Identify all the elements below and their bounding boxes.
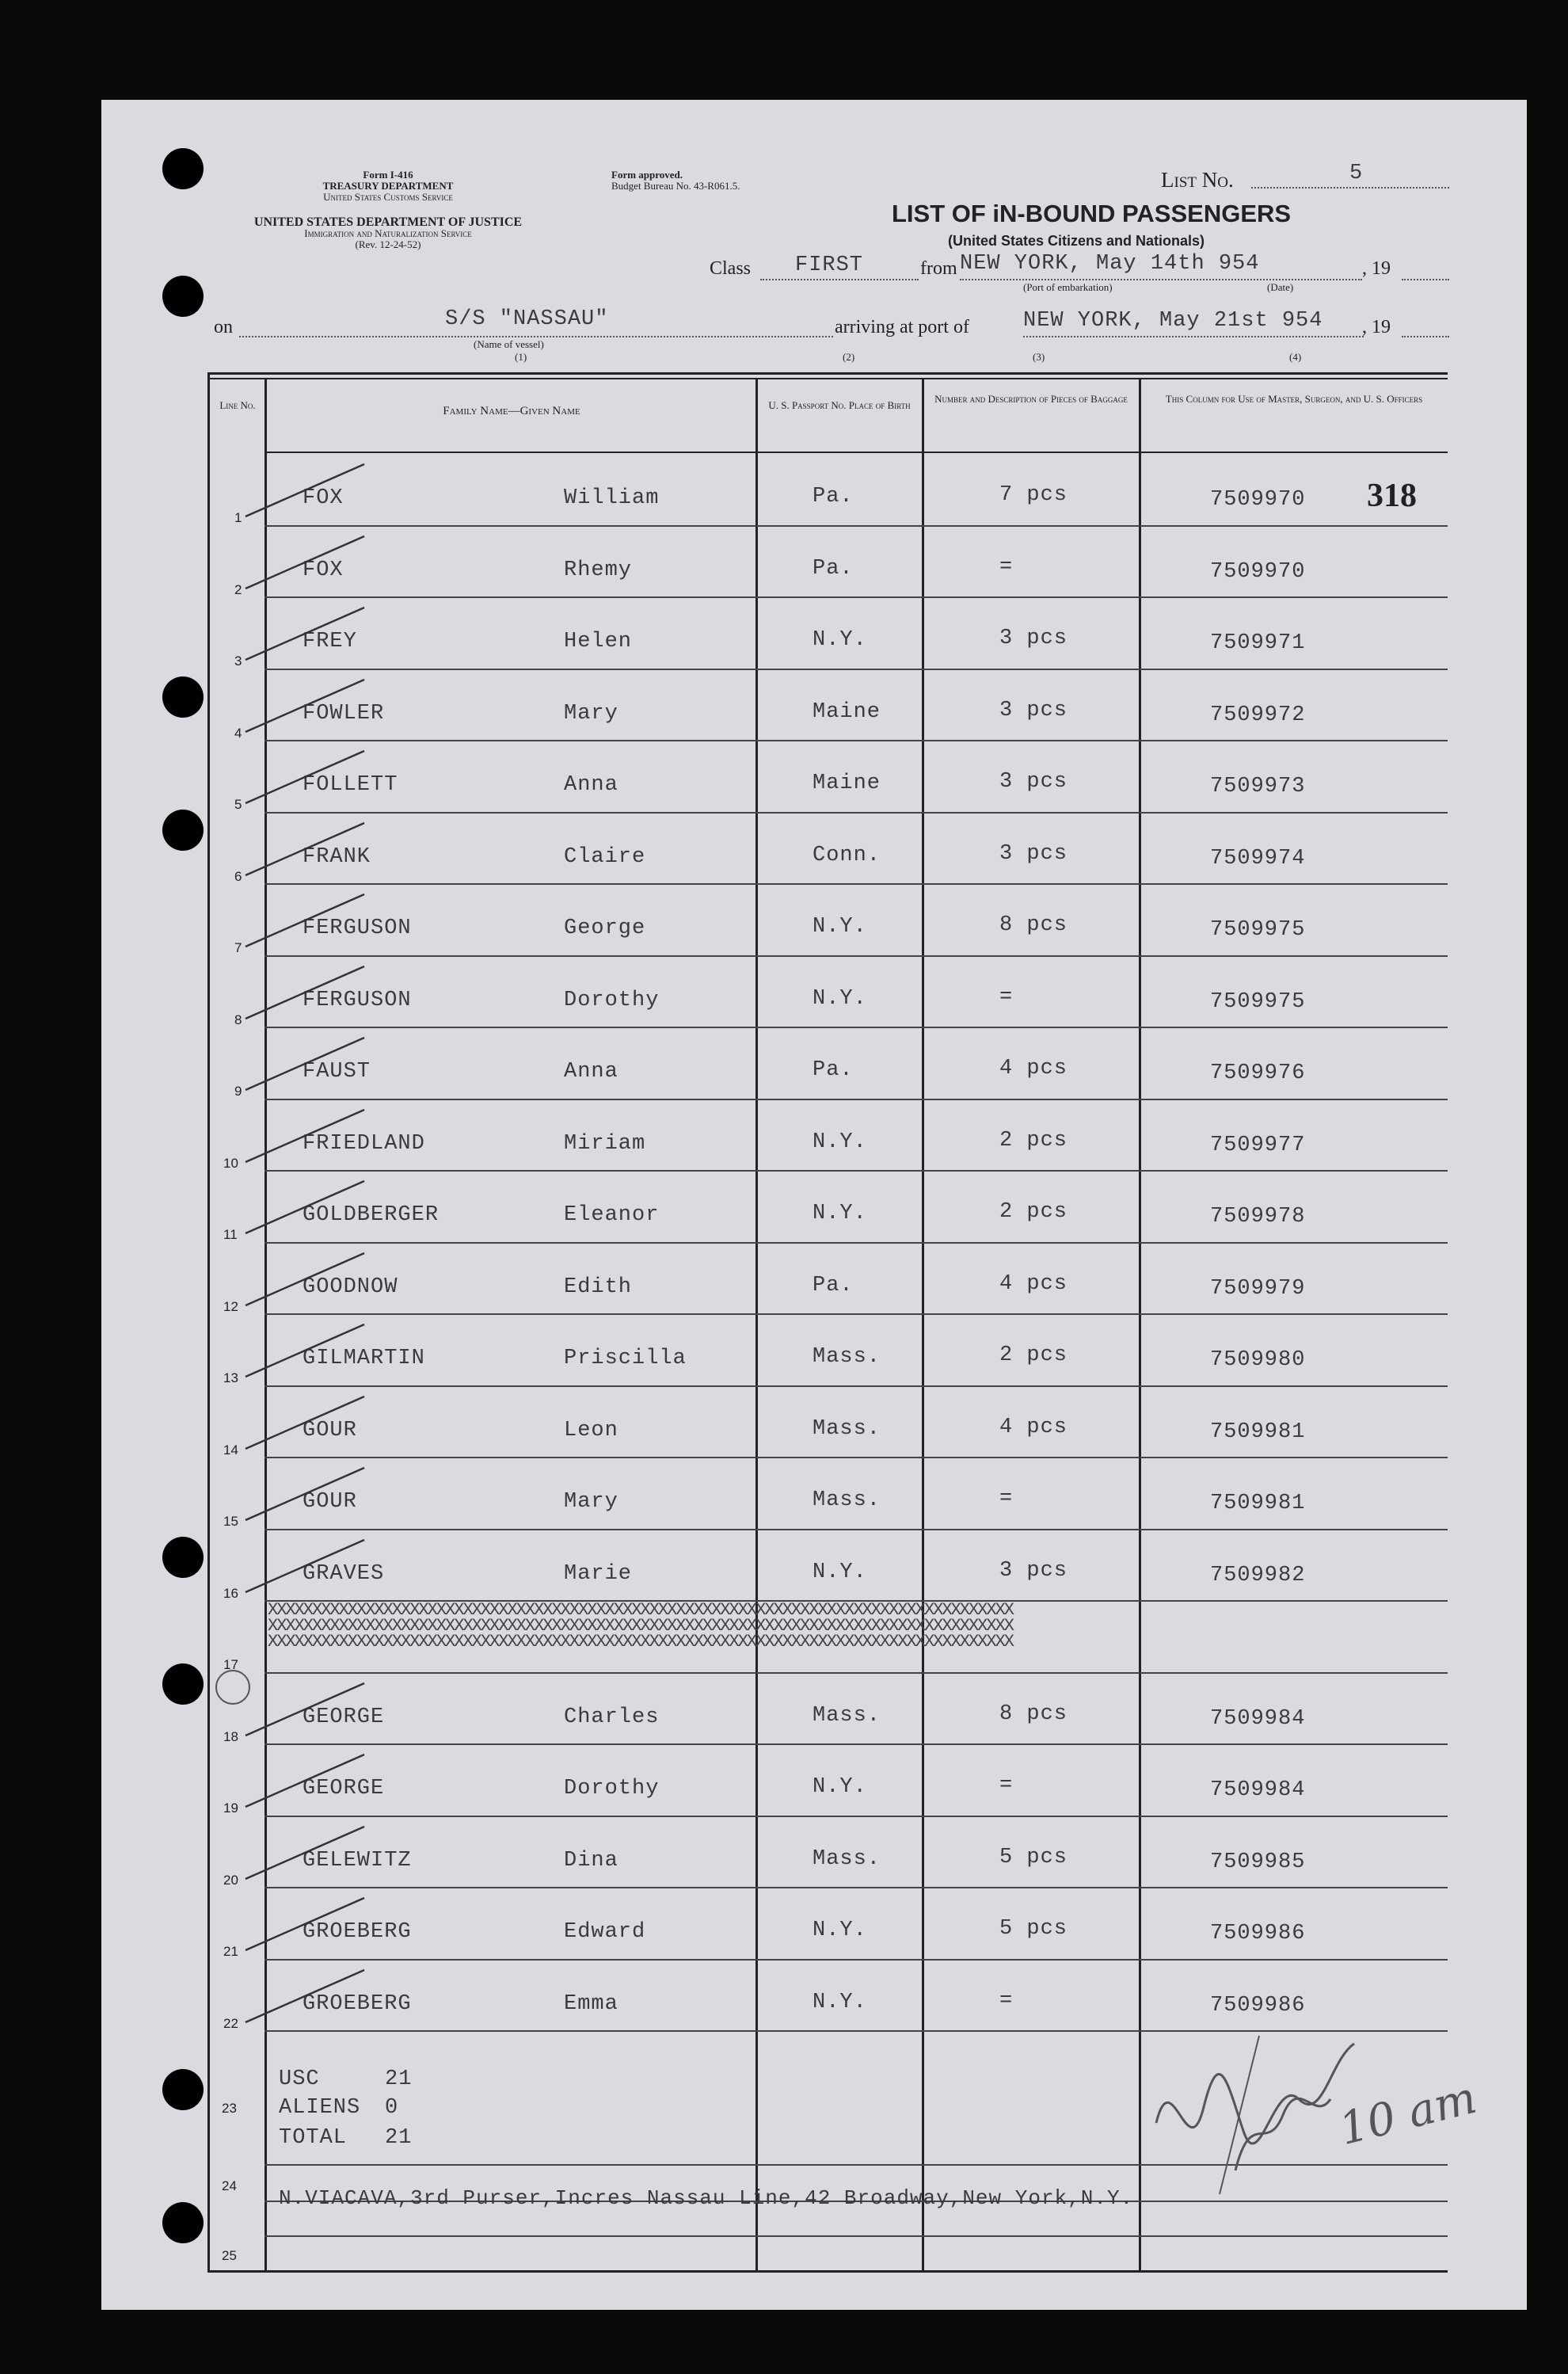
baggage: 3 pcs (999, 841, 1068, 866)
given-name: William (564, 486, 660, 510)
line-number: 8 (234, 1012, 242, 1027)
form-number: Form I-416 (363, 169, 413, 181)
check-tick-mark (238, 1244, 396, 1315)
check-tick-mark (238, 957, 396, 1028)
line-number: 16 (223, 1585, 238, 1601)
family-name: GOLDBERGER (303, 1203, 440, 1227)
table-bottom-rule (207, 2270, 1448, 2273)
place-of-birth: N.Y. (813, 1990, 867, 2014)
check-tick-mark (238, 527, 396, 598)
baggage: 4 pcs (999, 1057, 1068, 1080)
baggage: 4 pcs (999, 1415, 1068, 1439)
check-tick-mark (238, 1315, 396, 1386)
vessel-name: S/S "NASSAU" (445, 307, 609, 331)
check-tick-mark (238, 1888, 396, 1960)
place-of-birth: N.Y. (813, 986, 867, 1011)
check-tick-mark (238, 1745, 396, 1816)
place-of-birth: N.Y. (813, 1130, 867, 1154)
from-label: from (920, 258, 957, 279)
row-rule (265, 1959, 1448, 1961)
usc-count: 21 (385, 2067, 413, 2091)
total-count: 21 (385, 2126, 413, 2150)
arriving-label: arriving at port of (835, 317, 969, 337)
officer-number: 7509977 (1210, 1133, 1306, 1157)
officer-number: 7509972 (1210, 703, 1306, 727)
baggage: = (999, 554, 1014, 579)
line-number: 11 (223, 1227, 238, 1242)
col-ref-4: (4) (1289, 351, 1302, 363)
officer-number: 7509975 (1210, 918, 1306, 942)
family-name: GROEBERG (303, 1991, 412, 2016)
col-ref-3: (3) (1033, 351, 1045, 363)
baggage: 2 pcs (999, 1343, 1068, 1367)
baggage: 2 pcs (999, 1200, 1068, 1224)
row-rule (265, 1313, 1448, 1315)
officer-number: 7509970 (1210, 488, 1306, 512)
baggage: 3 pcs (999, 698, 1068, 722)
baggage: 8 pcs (999, 913, 1068, 937)
family-name: GROEBERG (303, 1920, 412, 1944)
place-of-birth: N.Y. (813, 1560, 867, 1584)
row-rule (265, 955, 1448, 957)
family-name: FOWLER (303, 701, 385, 726)
officer-number: 7509984 (1210, 1706, 1306, 1731)
family-name: FAUST (303, 1060, 371, 1084)
baggage: 7 pcs (999, 483, 1068, 507)
officer-number: 7509980 (1210, 1348, 1306, 1372)
row-rule (265, 596, 1448, 598)
row-rule (265, 525, 1448, 527)
line-number: 22 (223, 2015, 238, 2031)
form-revision: (Rev. 12-24-52) (355, 238, 421, 250)
given-name: George (564, 916, 646, 940)
check-tick-mark (238, 1674, 396, 1745)
place-of-birth: Mass. (813, 1416, 881, 1441)
line-number: 15 (223, 1514, 238, 1529)
given-name: Emma (564, 1991, 618, 2016)
row-rule (265, 1672, 1448, 1674)
punch-hole (162, 2202, 204, 2243)
on-label: on (214, 317, 233, 337)
line-number: 20 (223, 1872, 238, 1888)
dept-treasury-sub: United States Customs Service (323, 191, 453, 203)
table-left-rule (207, 372, 210, 2272)
line-number: 3 (234, 654, 242, 669)
check-tick-mark (238, 1387, 396, 1458)
check-tick-mark (238, 1961, 396, 2032)
place-of-birth: N.Y. (813, 915, 867, 939)
check-tick-mark (238, 455, 396, 526)
baggage: 5 pcs (999, 1917, 1068, 1941)
punch-hole (162, 276, 204, 317)
baggage: 3 pcs (999, 770, 1068, 794)
usc-label: USC (279, 2067, 320, 2091)
row-rule (265, 1887, 1448, 1888)
baggage: = (999, 1774, 1014, 1797)
baggage: 8 pcs (999, 1701, 1068, 1726)
form-subtitle: (United States Citizens and Nationals) (948, 233, 1205, 249)
total-label: TOTAL (279, 2126, 348, 2150)
place-of-birth: Pa. (813, 1273, 854, 1298)
given-name: Eleanor (564, 1203, 660, 1227)
line-number: 14 (223, 1442, 238, 1458)
row-rule (265, 883, 1448, 885)
purser-line: N.VIACAVA,3rd Purser,Incres Nassau Line,42 Broadway,New York,N.Y. (279, 2186, 1134, 2210)
punch-hole (162, 1663, 204, 1705)
line-number: 17 (223, 1657, 238, 1672)
line-number: 5 (234, 797, 242, 812)
family-name: GELEWITZ (303, 1848, 412, 1873)
given-name: Dorothy (564, 988, 660, 1012)
place-of-birth: N.Y. (813, 628, 867, 652)
row-rule (265, 1457, 1448, 1458)
check-tick-mark (238, 885, 396, 956)
family-name: GOODNOW (303, 1275, 398, 1299)
line-number: 12 (223, 1298, 238, 1314)
baggage: 5 pcs (999, 1845, 1068, 1869)
given-name: Dorothy (564, 1777, 660, 1801)
line-number: 2 (234, 581, 242, 597)
officer-number: 7509970 (1210, 559, 1306, 584)
year-label-2: , 19 (1362, 317, 1391, 337)
place-of-birth: Mass. (813, 1703, 881, 1728)
given-name: Marie (564, 1561, 633, 1586)
officer-number: 7509982 (1210, 1563, 1306, 1587)
place-of-birth: Pa. (813, 485, 854, 509)
family-name: FREY (303, 630, 357, 654)
given-name: Anna (564, 1060, 618, 1084)
baggage: = (999, 985, 1014, 1009)
port-of-embarkation: NEW YORK, May 14th 954 (960, 252, 1260, 276)
punch-hole (162, 148, 204, 189)
line-number: 9 (234, 1084, 242, 1099)
col-header-line: Line No. (219, 399, 256, 411)
officer-number: 7509973 (1210, 775, 1306, 798)
baggage: 3 pcs (999, 627, 1068, 650)
list-no-label: List No. (1161, 168, 1234, 192)
officer-number: 7509985 (1210, 1850, 1306, 1874)
budget-bureau: Budget Bureau No. 43-R061.5. (611, 180, 740, 192)
family-name: GEORGE (303, 1777, 385, 1801)
port-embarkation-caption: (Port of embarkation) (1023, 281, 1113, 293)
given-name: Miriam (564, 1131, 646, 1156)
aliens-count: 0 (385, 2096, 399, 2120)
family-name: FRIEDLAND (303, 1131, 425, 1156)
officer-number: 7509976 (1210, 1061, 1306, 1085)
year-label: , 19 (1362, 258, 1391, 279)
line-number: 19 (223, 1801, 238, 1816)
row-rule (265, 1242, 1448, 1244)
given-name: Mary (564, 701, 618, 726)
given-name: Edward (564, 1920, 646, 1944)
place-of-birth: Conn. (813, 843, 881, 867)
officer-number: 7509984 (1210, 1778, 1306, 1802)
given-name: Leon (564, 1418, 618, 1442)
place-of-birth: Maine (813, 772, 881, 795)
check-tick-mark (238, 741, 396, 813)
vessel-caption: (Name of vessel) (474, 338, 544, 350)
aliens-label: ALIENS (279, 2096, 361, 2120)
col-ref-2: (2) (843, 351, 855, 363)
check-tick-mark (238, 1172, 396, 1243)
family-name: GRAVES (303, 1561, 385, 1586)
place-of-birth: Mass. (813, 1345, 881, 1369)
given-name: Charles (564, 1705, 660, 1729)
place-of-birth: Mass. (813, 1488, 881, 1512)
class-label: Class (710, 258, 752, 279)
dept-justice: UNITED STATES DEPARTMENT OF JUSTICE (253, 215, 523, 229)
check-tick-mark (238, 1458, 396, 1530)
officer-number: 7509986 (1210, 1993, 1306, 2018)
given-name: Dina (564, 1848, 618, 1873)
line-number: 13 (223, 1370, 238, 1385)
check-tick-mark (238, 598, 396, 669)
line-number: 6 (234, 868, 242, 884)
given-name: Rhemy (564, 558, 633, 582)
punch-hole (162, 810, 204, 851)
row-rule (265, 1385, 1448, 1387)
officer-number: 7509971 (1210, 631, 1306, 655)
dept-justice-sub: Immigration and Naturalization Service (304, 227, 472, 239)
given-name: Edith (564, 1275, 633, 1299)
crossed-out-line: XXXXXXXXXXXXXXXXXXXXXXXXXXXXXXXXXXXXXXXXXXXXXXXXXXXXXXXXXXXXXXXXXXXXXXXXXXXXXXXXXXXX (268, 1616, 1013, 1636)
family-name: FRANK (303, 844, 371, 869)
page-stamp: 318 (1367, 478, 1417, 514)
punch-hole (162, 1537, 204, 1578)
line-number: 10 (223, 1155, 238, 1171)
row-rule (265, 1099, 1448, 1100)
line-number: 24 (222, 2178, 237, 2193)
check-tick-mark (238, 1100, 396, 1172)
given-name: Anna (564, 773, 618, 797)
punch-hole (162, 2069, 204, 2110)
place-of-birth: Mass. (813, 1846, 881, 1871)
given-name: Claire (564, 844, 646, 869)
family-name: GOUR (303, 1490, 357, 1514)
given-name: Mary (564, 1490, 618, 1514)
given-name: Priscilla (564, 1347, 687, 1370)
family-name: FERGUSON (303, 916, 412, 940)
col-header-officers: This Column for Use of Master, Surgeon, and U. S. Officers (1165, 393, 1423, 405)
line-number: 18 (223, 1728, 238, 1744)
check-tick-mark (238, 814, 396, 885)
line-number: 25 (222, 2248, 237, 2263)
check-tick-mark (238, 670, 396, 741)
place-of-birth: Pa. (813, 1058, 854, 1082)
line-number: 23 (222, 2101, 237, 2116)
baggage: = (999, 1487, 1014, 1511)
col-header-passport: U. S. Passport No. Place of Birth (768, 399, 911, 411)
row-rule (265, 1816, 1448, 1817)
place-of-birth: N.Y. (813, 1919, 867, 1942)
officer-number: 7509975 (1210, 989, 1306, 1014)
family-name: GOUR (303, 1418, 357, 1442)
form-title: LIST OF iN-BOUND PASSENGERS (892, 200, 1292, 227)
list-no-value: 5 (1349, 162, 1364, 185)
family-name: GILMARTIN (303, 1347, 425, 1370)
family-name: FERGUSON (303, 988, 412, 1012)
officer-number: 7509978 (1210, 1205, 1306, 1229)
table-top-rule (207, 372, 1448, 375)
col-ref-1: (1) (515, 351, 527, 363)
col-header-baggage: Number and Description of Pieces of Baggage (934, 393, 1128, 405)
family-name: GEORGE (303, 1705, 385, 1729)
check-tick-mark (238, 1817, 396, 1888)
date-caption: (Date) (1267, 281, 1294, 293)
line-number: 4 (234, 725, 242, 741)
class-value: FIRST (795, 253, 864, 277)
line-number: 21 (223, 1944, 238, 1959)
officer-number: 7509981 (1210, 1419, 1306, 1444)
baggage: = (999, 1988, 1014, 2013)
col-header-name: Family Name—Given Name (443, 405, 580, 417)
place-of-birth: N.Y. (813, 1775, 867, 1799)
row-rule (265, 1170, 1448, 1172)
officer-number: 7509979 (1210, 1276, 1306, 1301)
place-of-birth: N.Y. (813, 1202, 867, 1225)
family-name: FOLLETT (303, 773, 398, 797)
row-rule (265, 812, 1448, 814)
line-number: 7 (234, 940, 242, 955)
row-rule (265, 740, 1448, 741)
circled-mark (215, 1670, 250, 1705)
family-name: FOX (303, 486, 344, 510)
baggage: 2 pcs (999, 1128, 1068, 1153)
check-tick-mark (238, 1028, 396, 1099)
line-number: 1 (234, 510, 242, 525)
officer-number: 7509981 (1210, 1492, 1306, 1515)
family-name: FOX (303, 558, 344, 582)
signature-time-note: 10 am (1334, 2071, 1482, 2156)
officer-number: 7509974 (1210, 846, 1306, 871)
officer-number: 7509986 (1210, 1922, 1306, 1945)
crossed-out-line: XXXXXXXXXXXXXXXXXXXXXXXXXXXXXXXXXXXXXXXXXXXXXXXXXXXXXXXXXXXXXXXXXXXXXXXXXXXXXXXXXXXX (268, 1632, 1013, 1652)
form-approved: Form approved. (611, 169, 683, 181)
baggage: 3 pcs (999, 1558, 1068, 1583)
place-of-birth: Pa. (813, 556, 854, 581)
check-tick-mark (238, 1530, 396, 1602)
baggage: 4 pcs (999, 1271, 1068, 1296)
dept-treasury: TREASURY DEPARTMENT (322, 180, 454, 192)
port-of-arrival: NEW YORK, May 21st 954 (1023, 309, 1323, 333)
row-rule (265, 669, 1448, 670)
punch-hole (162, 676, 204, 718)
place-of-birth: Maine (813, 699, 881, 724)
row-rule (265, 1529, 1448, 1530)
row-rule (265, 1743, 1448, 1745)
crossed-out-line: XXXXXXXXXXXXXXXXXXXXXXXXXXXXXXXXXXXXXXXXXXXXXXXXXXXXXXXXXXXXXXXXXXXXXXXXXXXXXXXXXXXX (268, 1600, 1013, 1620)
given-name: Helen (564, 630, 633, 654)
row-rule (265, 1027, 1448, 1028)
